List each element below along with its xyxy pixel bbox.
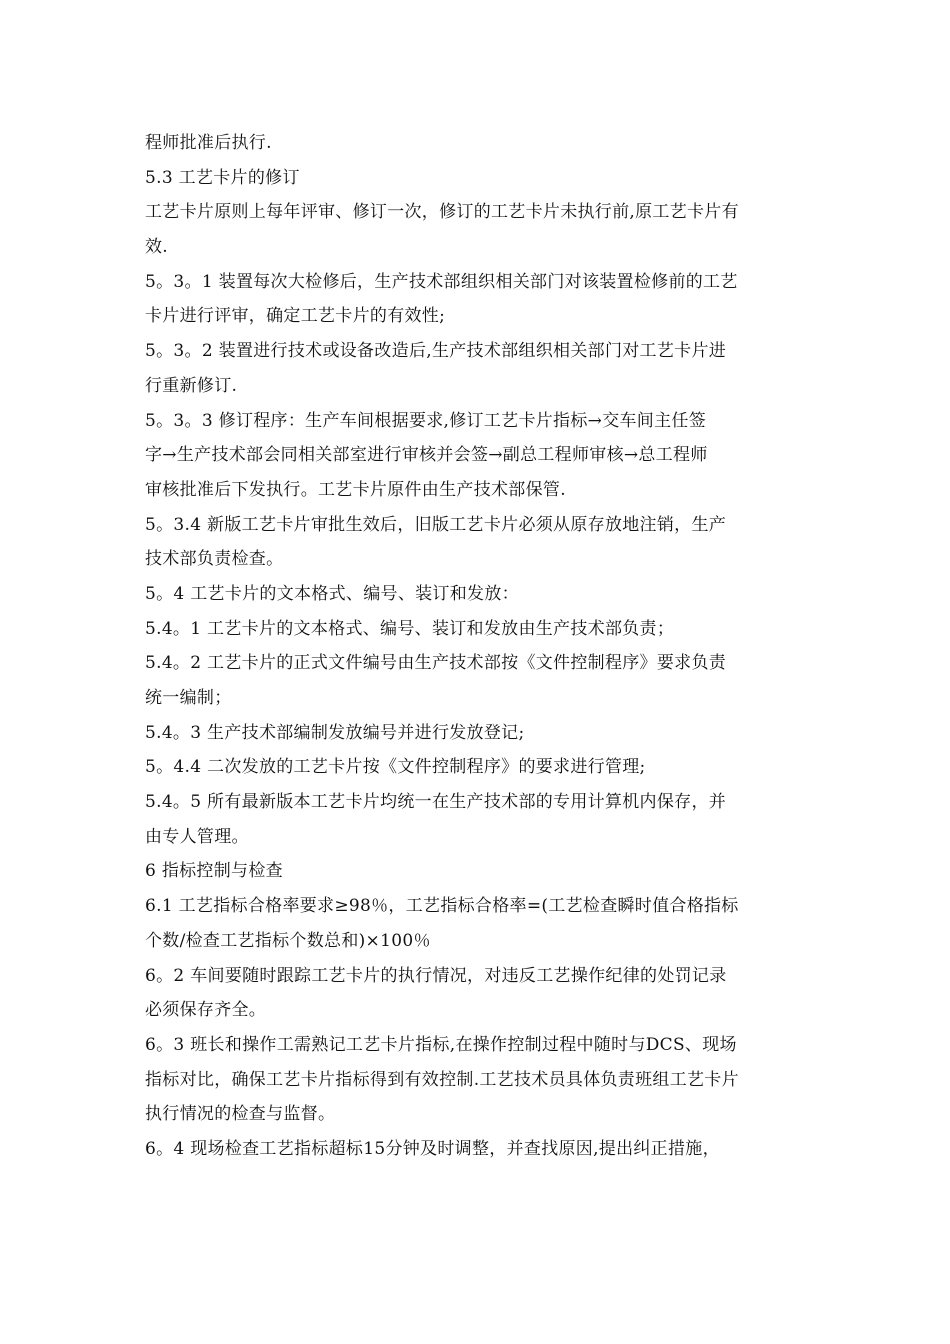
text-line: 5。3。1 装置每次大检修后，生产技术部组织相关部门对该装置检修前的工艺 [145,271,738,292]
text-line: 工艺卡片原则上每年评审、修订一次，修订的工艺卡片未执行前,原工艺卡片有 [145,202,739,223]
text-line: 指标对比，确保工艺卡片指标得到有效控制.工艺技术员具体负责班组工艺卡片 [145,1069,739,1090]
text-line: 卡片进行评审，确定工艺卡片的有效性; [145,306,446,327]
text-line: 个数/检查工艺指标个数总和)×100％ [145,930,431,951]
section-heading: 5。4 工艺卡片的文本格式、编号、装订和发放： [145,583,519,604]
text-line: 执行情况的检查与监督。 [145,1104,336,1125]
text-line: 5.4。2 工艺卡片的正式文件编号由生产技术部按《文件控制程序》要求负责 [145,653,727,674]
text-line: 技术部负责检查。 [145,549,284,570]
text-line: 6。2 车间要随时跟踪工艺卡片的执行情况，对违反工艺操作纪律的处罚记录 [145,965,727,986]
text-line: 统一编制； [145,688,232,708]
text-line: 6。3 班长和操作工需熟记工艺卡片指标,在操作控制过程中随时与DCS、现场 [145,1034,737,1055]
text-line: 6。4 现场检查工艺指标超标15分钟及时调整，并查找原因,提出纠正措施， [145,1138,720,1159]
text-line: 5.4。3 生产技术部编制发放编号并进行发放登记; [145,722,525,743]
section-heading: 5.3 工艺卡片的修订 [145,167,300,188]
text-line: 5.4。5 所有最新版本工艺卡片均统一在生产技术部的专用计算机内保存，并 [145,792,727,813]
text-line: 审核批准后下发执行。工艺卡片原件由生产技术部保管. [145,479,566,500]
section-heading: 6 指标控制与检查 [145,861,283,882]
text-line: 5。3。2 装置进行技术或设备改造后,生产技术部组织相关部门对工艺卡片进 [145,341,727,362]
text-line: 效. [145,237,169,258]
text-line: 由专人管理。 [145,826,249,847]
text-line: 5。3。3 修订程序：生产车间根据要求,修订工艺卡片指标→交车间主任签 [145,410,706,431]
document-body [145,126,825,1167]
text-line: 6.1 工艺指标合格率要求≥98％，工艺指标合格率=(工艺检查瞬时值合格指标 [145,896,739,917]
text-line: 必须保存齐全。 [145,1000,267,1021]
text-line: 行重新修订. [145,375,238,396]
text-line: 5.4。1 工艺卡片的文本格式、编号、装订和发放由生产技术部负责； [145,618,675,639]
text-line: 5。3.4 新版工艺卡片审批生效后，旧版工艺卡片必须从原存放地注销，生产 [145,514,727,535]
text-line: 字→生产技术部会同相关部室进行审核并会签→副总工程师审核→总工程师 [145,445,708,466]
text-line: 程师批准后执行. [145,133,272,153]
text-line: 5。4.4 二次发放的工艺卡片按《文件控制程序》的要求进行管理; [145,757,646,778]
